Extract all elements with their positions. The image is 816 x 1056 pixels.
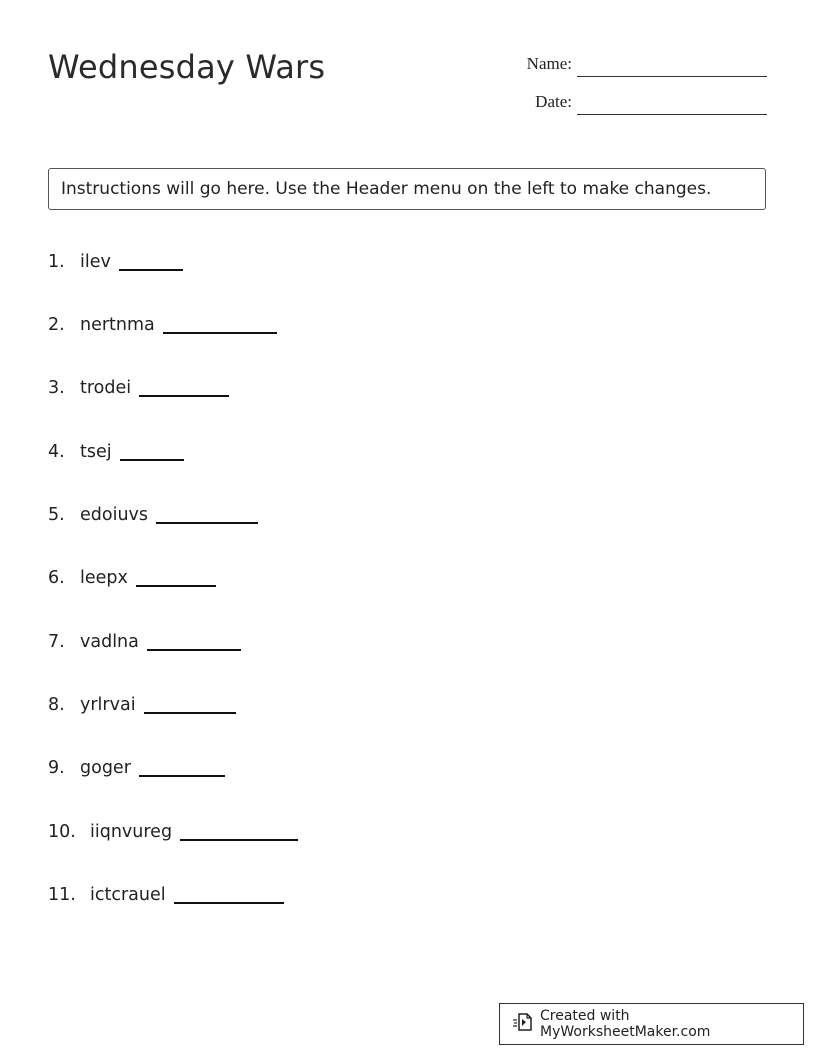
item-number: 6. xyxy=(48,568,65,588)
name-line[interactable] xyxy=(577,76,767,77)
scrambled-word: goger xyxy=(80,758,131,778)
worksheet-maker-logo-icon xyxy=(512,1011,540,1037)
question-item xyxy=(48,632,241,652)
scrambled-word: leepx xyxy=(80,568,128,588)
scrambled-word: iiqnvureg xyxy=(90,822,173,842)
question-item xyxy=(48,315,277,335)
answer-blank[interactable] xyxy=(180,839,298,841)
scrambled-word: trodei xyxy=(80,378,132,398)
answer-blank[interactable] xyxy=(139,395,229,397)
answer-blank[interactable] xyxy=(163,332,277,334)
answer-blank[interactable] xyxy=(147,649,241,651)
name-field xyxy=(480,54,572,76)
question-item xyxy=(48,378,229,398)
item-number: 8. xyxy=(48,695,65,715)
answer-blank[interactable] xyxy=(139,775,225,777)
item-number: 4. xyxy=(48,442,65,462)
instructions-box xyxy=(48,168,766,210)
date-field xyxy=(480,92,572,114)
footer-text: Created with MyWorksheetMaker.com xyxy=(540,1008,711,1040)
answer-blank[interactable] xyxy=(174,902,284,904)
scrambled-word: yrlrvai xyxy=(80,695,136,715)
question-item xyxy=(48,252,183,272)
item-number: 10. xyxy=(48,822,76,842)
question-item xyxy=(48,822,298,842)
question-item xyxy=(48,758,225,778)
question-item xyxy=(48,505,258,525)
question-item xyxy=(48,695,236,715)
scrambled-word: ictcrauel xyxy=(90,885,166,905)
worksheet-title: Wednesday Wars xyxy=(48,48,326,86)
scrambled-word: nertnma xyxy=(80,315,155,335)
instructions-text: Instructions will go here. Use the Header menu on the left to make changes. xyxy=(61,179,712,199)
item-number: 3. xyxy=(48,378,65,398)
answer-blank[interactable] xyxy=(119,269,183,271)
scrambled-word: tsej xyxy=(80,442,112,462)
answer-blank[interactable] xyxy=(144,712,236,714)
answer-blank[interactable] xyxy=(120,459,184,461)
item-number: 7. xyxy=(48,632,65,652)
scrambled-word: vadlna xyxy=(80,632,139,652)
question-item xyxy=(48,885,284,905)
scrambled-word: ilev xyxy=(80,252,111,272)
footer-badge[interactable] xyxy=(499,1003,804,1045)
date-line[interactable] xyxy=(577,114,767,115)
scrambled-word: edoiuvs xyxy=(80,505,149,525)
item-number: 5. xyxy=(48,505,65,525)
question-item xyxy=(48,442,184,462)
item-number: 2. xyxy=(48,315,65,335)
question-item xyxy=(48,568,216,588)
item-number: 1. xyxy=(48,252,65,272)
item-number: 9. xyxy=(48,758,65,778)
date-label: Date: xyxy=(535,92,572,111)
answer-blank[interactable] xyxy=(156,522,258,524)
answer-blank[interactable] xyxy=(136,585,216,587)
item-number: 11. xyxy=(48,885,76,905)
name-label: Name: xyxy=(526,54,572,73)
